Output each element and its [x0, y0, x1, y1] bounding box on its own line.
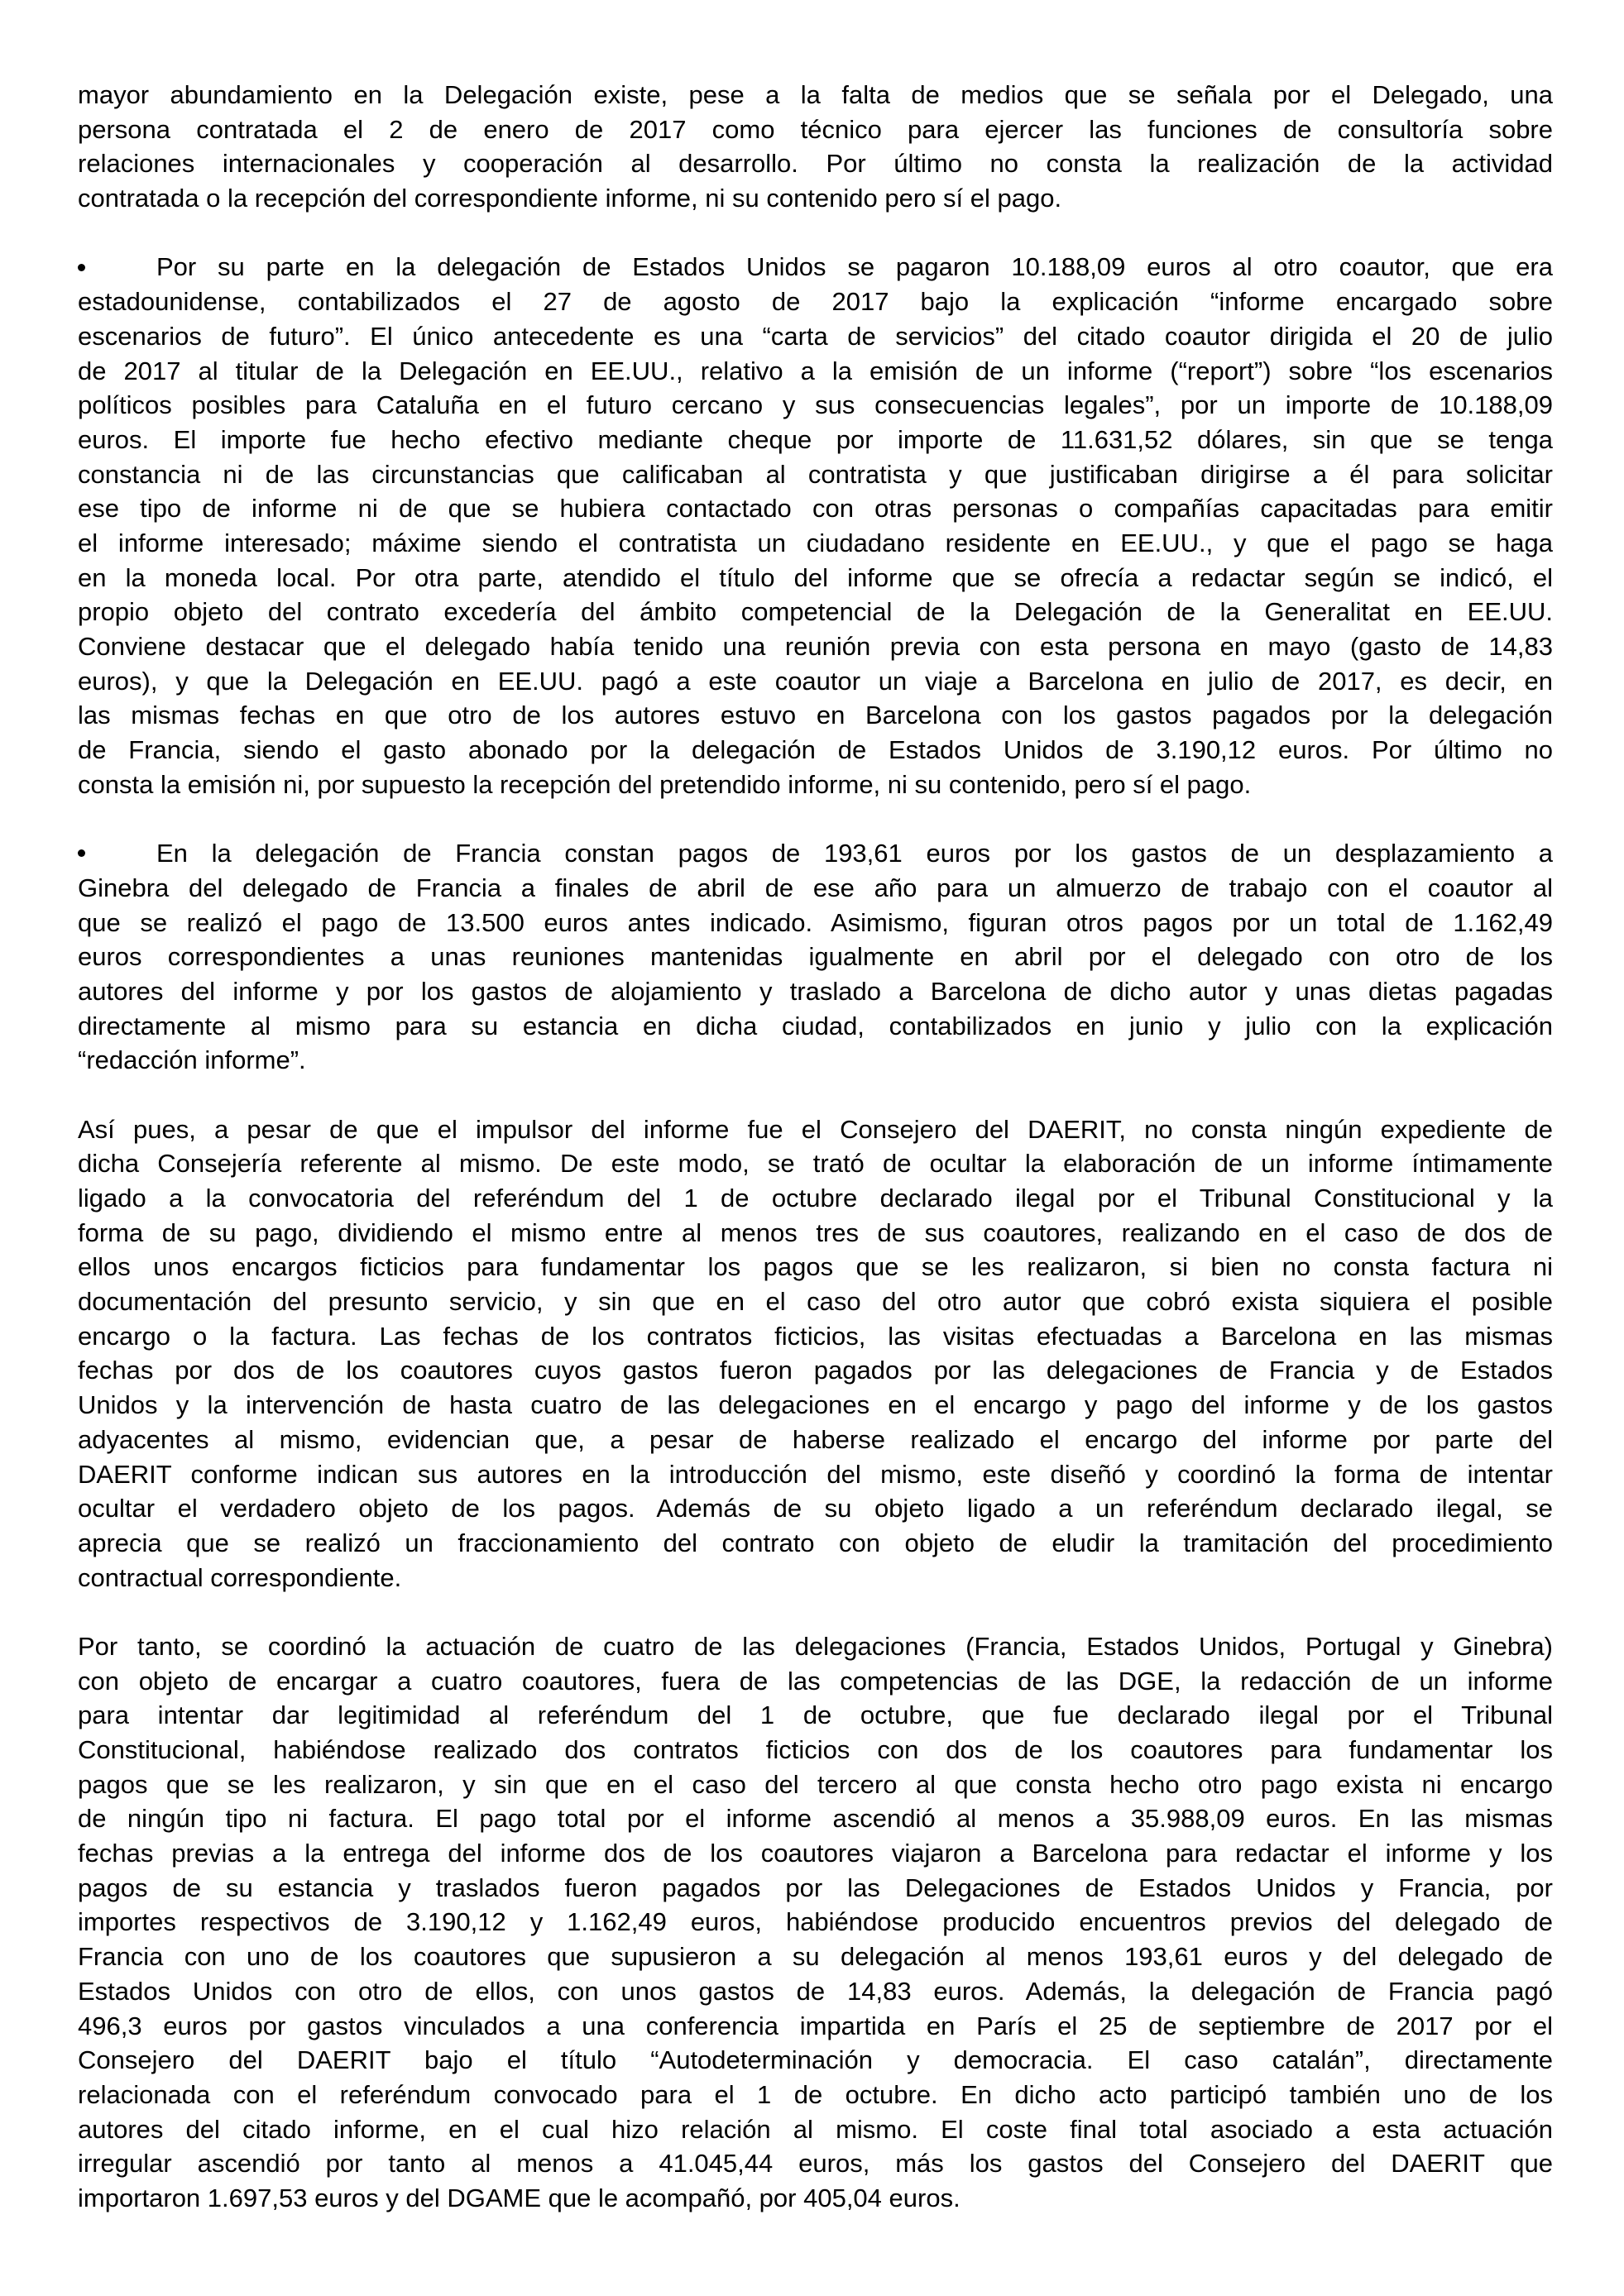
line-text: euros. El importe fue hecho efectivo mediante cheque por importe de 11.631,52 dólares, sin que se tenga: [78, 424, 1553, 454]
line-text: de ningún tipo ni factura. El pago total por el informe ascendió al menos a 35.988,09 euros. En las mismas: [78, 1804, 1553, 1834]
text-line: [78, 595, 1553, 629]
line-text: euros), y que la Delegación en EE.UU. pagó a este coautor un viaje a Barcelona en julio de 2017, es decir, en: [78, 666, 1553, 696]
line-text: políticos posibles para Cataluña en el futuro cercano y sus consecuencias legales”, por un importe de 10.188,09: [78, 390, 1553, 420]
text-line: [78, 354, 1553, 389]
line-text: estadounidense, contabilizados el 27 de agosto de 2017 bajo la explicación “informe encargado sobre: [78, 287, 1553, 317]
text-line: [78, 2043, 1553, 2078]
text-line: [78, 491, 1553, 526]
text-line: [78, 629, 1553, 664]
text-line: [78, 1871, 1553, 1906]
line-text: en la moneda local. Por otra parte, atendido el título del informe que se ofrecía a redactar según se indicó, el: [78, 562, 1553, 592]
text-line: [78, 1940, 1553, 1974]
text-line: [78, 698, 1553, 733]
text-line: [78, 1836, 1553, 1871]
line-text: euros correspondientes a unas reuniones mantenidas igualmente en abril por el delegado con otro de los: [78, 942, 1553, 972]
line-text: con objeto de encargar a cuatro coautores, fuera de las competencias de las DGE, la redacción de un informe: [78, 1666, 1553, 1696]
text-line: [78, 2181, 1553, 2216]
paragraph: [78, 78, 1553, 216]
line-text: el informe interesado; máxime siendo el contratista un ciudadano residente en EE.UU., y que el pago se haga: [78, 528, 1553, 557]
text-line: [78, 146, 1553, 181]
bullet-icon: [78, 836, 94, 871]
text-line: [78, 1905, 1553, 1940]
text-line: [78, 871, 1553, 906]
line-text: Por tanto, se coordinó la actuación de cuatro de las delegaciones (Francia, Estados Unidos, Portugal y Ginebra): [78, 1631, 1553, 1661]
paragraph: [78, 1629, 1553, 2216]
line-text: fechas previas a la entrega del informe dos de los coautores viajaron a Barcelona para redactar el informe y los: [78, 1839, 1553, 1868]
text-line: [78, 1319, 1553, 1354]
line-text: ocultar el verdadero objeto de los pagos. Además de su objeto ligado a un referéndum declarado ilegal, se: [78, 1494, 1553, 1523]
line-text: ese tipo de informe ni de que se hubiera contactado con otras personas o compañías capacitadas para emitir: [78, 494, 1553, 524]
line-text: Estados Unidos con otro de ellos, con unos gastos de 14,83 euros. Además, la delegación de Francia pagó: [78, 1976, 1553, 2006]
line-text: que se realizó el pago de 13.500 euros antes indicado. Asimismo, figuran otros pagos por un total de 1.162,49: [78, 907, 1553, 937]
text-line: [78, 1112, 1553, 1147]
line-text: fechas por dos de los coautores cuyos gastos fueron pagados por las delegaciones de Francia y de Estados: [78, 1356, 1553, 1385]
line-text: Constitucional, habiéndose realizado dos contratos ficticios con dos de los coautores para fundamentar los: [78, 1735, 1553, 1764]
line-text: dicha Consejería referente al mismo. De este modo, se trató de ocultar la elaboración de un informe íntimamente: [78, 1149, 1553, 1179]
line-text: “redacción informe”.: [78, 1045, 306, 1075]
bullet-paragraph: [78, 836, 1553, 1078]
text-line: [78, 768, 1553, 802]
line-text: ligado a la convocatoria del referéndum del 1 de octubre declarado ilegal por el Tribunal Constitucional y la: [78, 1184, 1553, 1213]
text-line: [78, 1009, 1553, 1044]
line-text: de Francia, siendo el gasto abonado por la delegación de Estados Unidos de 3.190,12 euros. Por último no: [78, 735, 1553, 765]
line-text: relaciones internacionales y cooperación al desarrollo. Por último no consta la realización de la actividad: [78, 149, 1553, 179]
text-line: [78, 2078, 1553, 2112]
line-text: Francia con uno de los coautores que supusieron a su delegación al menos 193,61 euros y del delegado de: [78, 1942, 1553, 1972]
text-line: [78, 181, 1553, 216]
line-text: Conviene destacar que el delegado había tenido una reunión previa con esta persona en mayo (gasto de 14,83: [78, 632, 1553, 661]
text-line: [78, 1284, 1553, 1319]
text-line: [78, 1250, 1553, 1284]
line-text: autores del informe y por los gastos de alojamiento y traslado a Barcelona de dicho autor y unas dietas pagadas: [78, 976, 1553, 1006]
line-text: relacionada con el referéndum convocado para el 1 de octubre. En dicho acto participó también uno de los: [78, 2079, 1553, 2109]
line-text: contractual correspondiente.: [78, 1562, 402, 1592]
line-text: forma de su pago, dividiendo el mismo entre al menos tres de sus coautores, realizando en el caso de dos de: [78, 1217, 1553, 1247]
text-line: [78, 1457, 1553, 1492]
text-line: [78, 1767, 1553, 1802]
text-line: [78, 1216, 1553, 1251]
line-text: irregular ascendió por tanto al menos a 41.045,44 euros, más los gastos del Consejero del DAERIT que: [78, 2149, 1553, 2179]
line-text: consta la emisión ni, por supuesto la recepción del pretendido informe, ni su contenido, pero sí el pago.: [78, 769, 1252, 799]
text-line: [78, 1974, 1553, 2009]
text-line: [78, 1629, 1553, 1664]
text-line: [78, 561, 1553, 596]
line-text: documentación del presunto servicio, y sin que en el caso del otro autor que cobró exista siquiera el posible: [78, 1287, 1553, 1317]
line-text: constancia ni de las circunstancias que calificaban al contratista y que justificaban dirigirse a él para solicitar: [78, 459, 1553, 489]
text-line: [78, 1043, 1553, 1078]
line-text: directamente al mismo para su estancia en dicha ciudad, contabilizados en junio y julio con la explicación: [78, 1011, 1553, 1040]
text-line: [78, 1526, 1553, 1561]
text-line: [78, 664, 1553, 699]
line-text: Por su parte en la delegación de Estados Unidos se pagaron 10.188,09 euros al otro coautor, que era: [156, 252, 1553, 282]
line-text: mayor abundamiento en la Delegación existe, pese a la falta de medios que se señala por el Delegado, una: [78, 80, 1553, 109]
text-line: [78, 457, 1553, 492]
line-text: encargo o la factura. Las fechas de los contratos ficticios, las visitas efectuadas a Barcelona en las mismas: [78, 1321, 1553, 1351]
text-line: [78, 78, 1553, 112]
line-text: DAERIT conforme indican sus autores en la introducción del mismo, este diseñó y coordinó la forma de intentar: [78, 1459, 1553, 1489]
text-line: [78, 940, 1553, 974]
text-line: [78, 1388, 1553, 1423]
text-line: [78, 1353, 1553, 1388]
text-line: [78, 1491, 1553, 1526]
text-line: [78, 388, 1553, 423]
line-text: Así pues, a pesar de que el impulsor del informe fue el Consejero del DAERIT, no consta ningún expediente de: [78, 1114, 1553, 1144]
line-text: pagos de su estancia y traslados fueron pagados por las Delegaciones de Estados Unidos y Francia, por: [78, 1873, 1553, 1902]
text-line: [78, 2112, 1553, 2147]
line-text: persona contratada el 2 de enero de 2017 como técnico para ejercer las funciones de consultoría sobre: [78, 114, 1553, 144]
text-line: [78, 526, 1553, 561]
line-text: ellos unos encargos ficticios para fundamentar los pagos que se les realizaron, si bien no consta factura ni: [78, 1252, 1553, 1282]
line-text: de 2017 al titular de la Delegación en EE.UU., relativo a la emisión de un informe (“report”) sobre “los escenarios: [78, 356, 1553, 385]
text-line: [78, 1423, 1553, 1457]
line-text: pagos que se les realizaron, y sin que en el caso del tercero al que consta hecho otro pago exista ni encargo: [78, 1769, 1553, 1799]
text-line: [78, 285, 1553, 319]
line-text: escenarios de futuro”. El único antecedente es una “carta de servicios” del citado coautor dirigida el 20 de julio: [78, 321, 1553, 351]
text-line: [78, 1146, 1553, 1181]
line-text: En la delegación de Francia constan pagos de 193,61 euros por los gastos de un desplazamiento a: [156, 839, 1553, 868]
text-line: [78, 2009, 1553, 2044]
line-text: Consejero del DAERIT bajo el título “Autodeterminación y democracia. El caso catalán”, directamente: [78, 2045, 1553, 2075]
text-line: [78, 250, 1553, 285]
text-line: [78, 906, 1553, 940]
text-line: [78, 1733, 1553, 1767]
line-text: importes respectivos de 3.190,12 y 1.162,49 euros, habiéndose producido encuentros previos del delegado de: [78, 1907, 1553, 1937]
text-line: [78, 2146, 1553, 2181]
text-line: [78, 1801, 1553, 1836]
text-line: [78, 836, 1553, 871]
line-text: aprecia que se realizó un fraccionamiento del contrato con objeto de eludir la tramitación del procedimiento: [78, 1528, 1553, 1557]
line-text: autores del citado informe, en el cual hizo relación al mismo. El coste final total asociado a esta actuación: [78, 2114, 1553, 2144]
line-text: propio objeto del contrato excedería del ámbito competencial de la Delegación de la Generalitat en EE.UU.: [78, 597, 1553, 627]
text-line: [78, 974, 1553, 1009]
text-line: [78, 1698, 1553, 1733]
line-text: importaron 1.697,53 euros y del DGAME que le acompañó, por 405,04 euros.: [78, 2183, 961, 2212]
text-line: [78, 319, 1553, 354]
line-text: 496,3 euros por gastos vinculados a una conferencia impartida en París el 25 de septiembre de 2017 por el: [78, 2011, 1553, 2040]
text-line: [78, 1664, 1553, 1699]
text-line: [78, 112, 1553, 147]
bullet-paragraph: [78, 250, 1553, 801]
document-page: [78, 78, 1553, 2250]
text-line: [78, 1561, 1553, 1595]
bullet-icon: [78, 250, 94, 285]
text-line: [78, 1181, 1553, 1216]
paragraph: [78, 1112, 1553, 1595]
line-text: Unidos y la intervención de hasta cuatro de las delegaciones en el encargo y pago del informe y de los gastos: [78, 1390, 1553, 1420]
text-line: [78, 733, 1553, 768]
line-text: Ginebra del delegado de Francia a finales de abril de ese año para un almuerzo de trabajo con el coautor al: [78, 873, 1553, 902]
line-text: las mismas fechas en que otro de los autores estuvo en Barcelona con los gastos pagados por la delegación: [78, 701, 1553, 730]
text-line: [78, 423, 1553, 457]
line-text: contratada o la recepción del correspondiente informe, ni su contenido pero sí el pago.: [78, 184, 1062, 213]
line-text: para intentar dar legitimidad al referéndum del 1 de octubre, que fue declarado ilegal por el Tribunal: [78, 1700, 1553, 1730]
line-text: adyacentes al mismo, evidencian que, a pesar de haberse realizado el encargo del informe por parte del: [78, 1424, 1553, 1454]
